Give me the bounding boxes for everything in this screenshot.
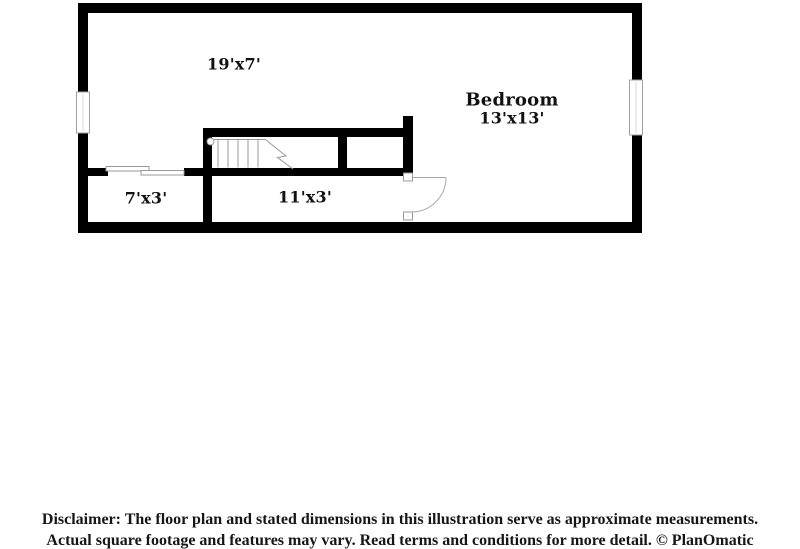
- door-jamb-top: [404, 173, 413, 181]
- stair-break-line: [266, 140, 293, 169]
- interior-wall-hall-top: [184, 168, 403, 176]
- disclaimer-line-2: Actual square footage and features may vary. Read terms and conditions for more detail. © PlanOmatic: [46, 532, 754, 549]
- exterior-wall-bottom: [78, 222, 642, 233]
- door-arc: [412, 178, 447, 213]
- interior-wall-bedroom-partial: [403, 116, 413, 173]
- room-label-hallway: 11'x3': [278, 187, 332, 207]
- disclaimer-line-1: Disclaimer: The floor plan and stated dimensions in this illustration serve as approximate measurements.: [41, 511, 759, 528]
- window-symbol-left: [77, 92, 90, 133]
- interior-wall-closet-stub: [88, 168, 108, 176]
- stair-newel-icon: [207, 138, 214, 145]
- interior-walls: [88, 116, 413, 233]
- door-swing-symbol: [404, 173, 447, 220]
- stair-treads: [218, 140, 258, 168]
- room-label-bedroom-name: Bedroom: [465, 89, 559, 111]
- room-label-closet: 7'x3': [124, 188, 168, 208]
- room-label-upper-area: 19'x7': [207, 54, 261, 74]
- door-jamb-bottom: [404, 212, 413, 220]
- sliding-door-symbol: [106, 167, 184, 176]
- window-symbol-right: [630, 80, 643, 135]
- interior-wall-stair-top: [203, 128, 413, 137]
- room-label-bedroom-dims: 13'x13': [479, 108, 545, 128]
- staircase-symbol: [207, 138, 293, 169]
- exterior-wall-top: [78, 3, 642, 13]
